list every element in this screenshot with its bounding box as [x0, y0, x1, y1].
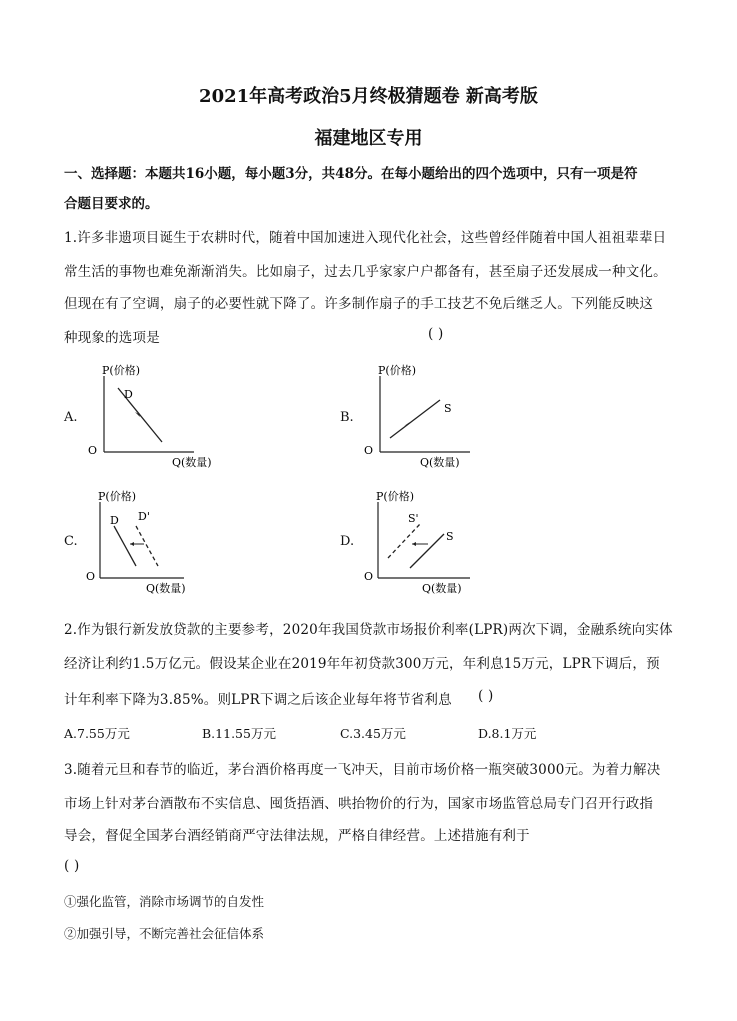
- q1-answer-paren: ( ): [428, 326, 444, 342]
- graph-d-arrowhead: [412, 542, 416, 546]
- graph-b-option-label: B.: [340, 410, 354, 425]
- graph-d: [360, 488, 500, 598]
- graph-d-shifted-supply-curve: [388, 524, 420, 558]
- q2-line-3: 计年利率下降为3.85%。则LPR下调之后该企业每年将节省利息: [64, 692, 452, 708]
- graph-d-supply-curve: [410, 534, 444, 568]
- graph-a-origin: O: [88, 444, 98, 457]
- q3-item-1: ①强化监管，消除市场调节的自发性: [64, 894, 265, 909]
- section-heading-line2: 合题目要求的。: [64, 196, 159, 212]
- page-subtitle: 福建地区专用: [314, 128, 423, 149]
- graph-b-curve-label: S: [444, 402, 452, 415]
- q2-line-1: 2.作为银行新发放贷款的主要参考，2020年我国贷款市场报价利率(LPR)两次下调，金融系统向实体: [64, 622, 673, 638]
- graph-d-curve2-label: S: [446, 530, 454, 543]
- page-title: 2021年高考政治5月终极猜题卷 新高考版: [199, 86, 538, 107]
- q2-option-b: B.11.55万元: [202, 726, 276, 741]
- graph-d-origin: O: [364, 570, 374, 583]
- q3-item-2: ②加强引导，不断完善社会征信体系: [64, 926, 265, 941]
- graph-d-option-label: D.: [340, 534, 355, 549]
- section-heading-line1: 一、选择题：本题共16小题，每小题3分，共48分。在每小题给出的四个选项中，只有一项是符: [64, 166, 638, 182]
- graph-b-origin: O: [364, 444, 374, 457]
- graph-c-shifted-demand-curve: [136, 526, 158, 566]
- graph-a-ylabel: P(价格): [102, 364, 140, 377]
- q3-line-2: 市场上针对茅台酒散布不实信息、囤货捂酒、哄抬物价的行为，国家市场监管总局专门召开行政指: [64, 796, 654, 812]
- graph-c-curve1-label: D: [110, 514, 119, 527]
- graph-c-origin: O: [86, 570, 96, 583]
- graph-d-curve1-label: S': [408, 512, 419, 525]
- graph-a-xlabel: Q(数量): [172, 456, 212, 469]
- q3-answer-paren: ( ): [64, 858, 80, 874]
- q2-line-2: 经济让利约1.5万亿元。假设某企业在2019年年初贷款300万元，年利息15万元，LPR下调后，预: [64, 656, 660, 672]
- graph-a-curve-label: D: [124, 388, 133, 401]
- graph-c-curve2-label: D': [138, 510, 150, 523]
- graph-c-arrowhead: [130, 542, 134, 546]
- graph-c-option-label: C.: [64, 534, 78, 549]
- graph-c: [84, 488, 224, 598]
- graph-b-ylabel: P(价格): [378, 364, 416, 377]
- graph-b-supply-curve: [390, 400, 440, 438]
- graph-c-demand-curve: [114, 526, 136, 566]
- q1-line-2: 常生活的事物也难免渐渐消失。比如扇子，过去几乎家家户户都备有，甚至扇子还发展成一种文化。: [64, 264, 667, 280]
- graph-b: [360, 362, 500, 472]
- q2-option-c: C.3.45万元: [340, 726, 406, 741]
- q1-line-1: 1.许多非遗项目诞生于农耕时代，随着中国加速进入现代化社会，这些曾经伴随着中国人祖祖辈辈日: [64, 230, 667, 246]
- graph-d-xlabel: Q(数量): [422, 582, 462, 595]
- q2-option-a: A.7.55万元: [64, 726, 130, 741]
- q2-answer-paren: ( ): [478, 688, 494, 704]
- q1-line-4: 种现象的选项是: [64, 330, 160, 346]
- q3-line-1: 3.随着元旦和春节的临近，茅台酒价格再度一飞冲天，目前市场价格一瓶突破3000元。为着力解决: [64, 762, 661, 778]
- graph-a: [84, 362, 224, 472]
- q3-line-3: 导会，督促全国茅台酒经销商严守法律法规，严格自律经营。上述措施有利于: [64, 828, 530, 844]
- graph-b-xlabel: Q(数量): [420, 456, 460, 469]
- graph-c-ylabel: P(价格): [98, 490, 136, 503]
- graph-a-option-label: A.: [64, 410, 78, 425]
- graph-d-ylabel: P(价格): [376, 490, 414, 503]
- q2-option-d: D.8.1万元: [478, 726, 537, 741]
- q1-line-3: 但现在有了空调，扇子的必要性就下降了。许多制作扇子的手工技艺不免后继乏人。下列能反映这: [64, 296, 654, 312]
- graph-c-xlabel: Q(数量): [146, 582, 186, 595]
